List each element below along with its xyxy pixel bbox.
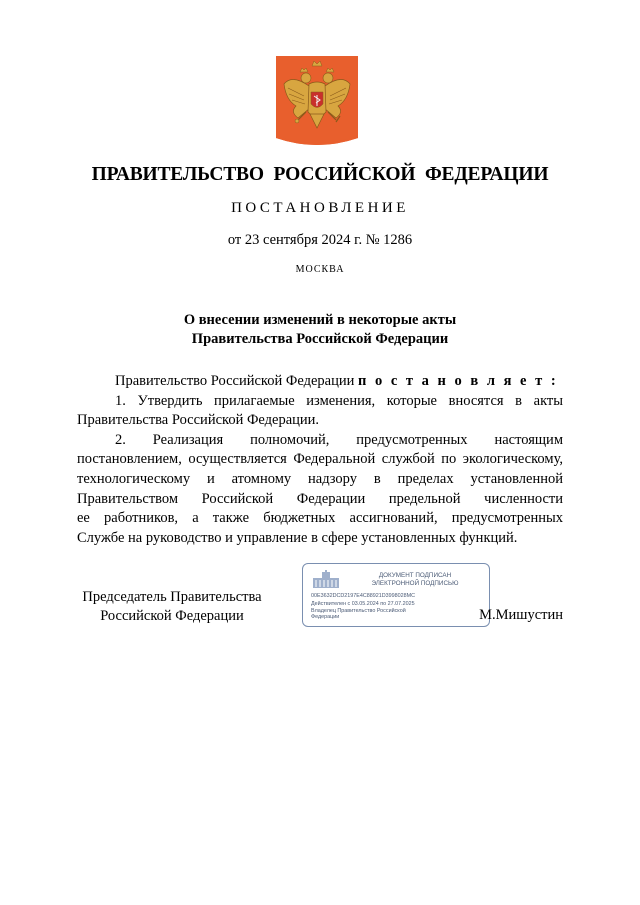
stamp-certificate: 00E3632DCD2197E4C88921D3998028MC	[311, 593, 415, 599]
stamp-owner-line-2: Федерации	[311, 614, 340, 620]
subject-line-2: Правительства Российской Федерации	[191, 331, 449, 347]
electronic-signature-stamp	[302, 563, 490, 627]
preamble-text: Правительство Российской Федерации	[115, 373, 355, 389]
stamp-validity: Действителен с 03.05.2024 по 27.07.2025	[311, 601, 415, 607]
stamp-owner-line-1: Владелец Правительство Российской	[311, 608, 406, 614]
document-date-number: от 23 сентября 2024 г. № 1286	[227, 232, 413, 248]
document-body	[77, 372, 563, 548]
document-city: МОСКВА	[295, 264, 345, 275]
signatory-position-line-1: Председатель Правительства	[82, 589, 262, 605]
russian-coat-of-arms-emblem-icon	[276, 56, 358, 146]
signatory-name: М.Мишустин	[479, 607, 563, 623]
paragraph-2-line-2: постановлением, осуществляется Федеральной службой по экологическому,	[77, 451, 563, 468]
paragraph-2-line-6: Службе на руководство и управление в сфере установленных функций.	[77, 529, 518, 546]
paragraph-2-line-3: технологическому и атомному надзору в пределах установленной	[77, 470, 563, 487]
signatory-position-line-2: Российской Федерации	[100, 608, 244, 624]
paragraph-2-line-5: ее работников, а также бюджетных ассигнований, предусмотренных	[77, 510, 563, 527]
preamble	[77, 372, 563, 392]
document-subject	[0, 311, 640, 349]
paragraph-2-line-1: 2. Реализация полномочий, предусмотренных настоящим	[115, 431, 563, 448]
document-type: ПОСТАНОВЛЕНИЕ	[231, 200, 409, 216]
paragraph-1-line-1: 1. Утвердить прилагаемые изменения, которые вносятся в акты	[115, 392, 563, 409]
preamble-verb: п о с т а н о в л я е т :	[357, 373, 559, 389]
government-building-icon	[311, 570, 341, 590]
government-title: ПРАВИТЕЛЬСТВО РОССИЙСКОЙ ФЕДЕРАЦИИ	[91, 164, 549, 185]
signatory-position	[77, 588, 267, 626]
paragraph-2-line-4: Правительством Российской Федерации предельной численности	[77, 490, 563, 507]
stamp-title-line-1: ДОКУМЕНТ ПОДПИСАН	[378, 572, 452, 579]
stamp-title-line-2: ЭЛЕКТРОННОЙ ПОДПИСЬЮ	[371, 579, 459, 587]
paragraph-1-line-2: Правительства Российской Федерации.	[77, 412, 320, 429]
stamp-title	[345, 572, 485, 587]
subject-line-1: О внесении изменений в некоторые акты	[183, 312, 457, 328]
